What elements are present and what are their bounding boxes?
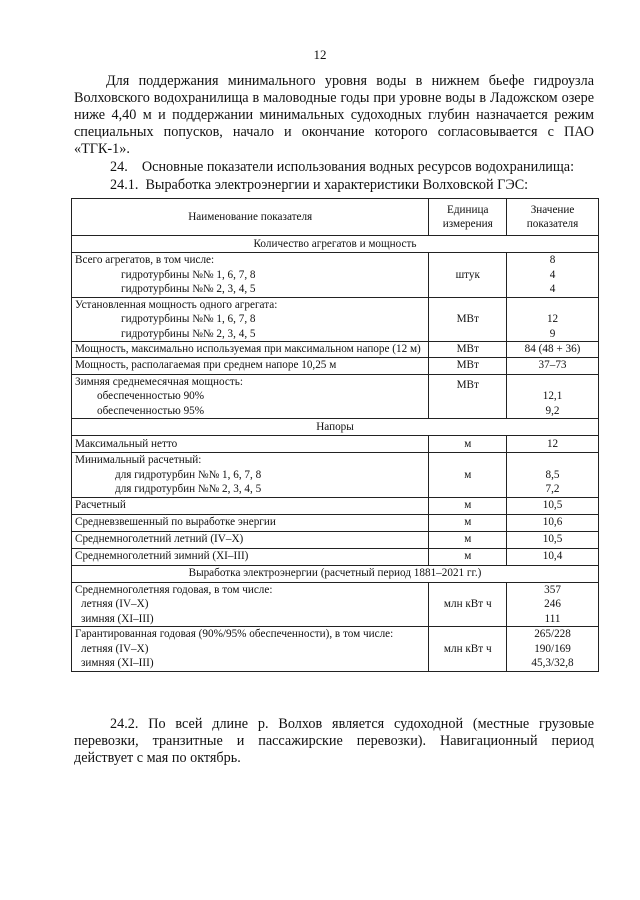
section-24-heading: 24. Основные показатели использования водных ресурсов водохранилища:	[110, 159, 575, 175]
row-unit: МВт	[429, 357, 507, 374]
section-24-1-heading: 24.1. Выработка электроэнергии и характеристики Волховской ГЭС:	[110, 177, 529, 193]
header-indicator-name: Наименование показателя	[72, 199, 429, 236]
header-value: Значение показателя	[507, 199, 599, 236]
row-value: 45,3/32,8	[531, 657, 574, 669]
row-title: Среднемноголетняя годовая, в том числе:	[75, 583, 273, 596]
header-unit: Единица измерения	[429, 199, 507, 236]
hydro-indicators-table	[71, 198, 599, 672]
row-title: Мощность, располагаемая при среднем напоре 10,25 м	[72, 357, 429, 374]
table-row	[72, 627, 599, 672]
row-value: 9,2	[545, 404, 560, 417]
row-sub: летняя (IV–X)	[81, 642, 149, 655]
row-unit: м	[429, 514, 507, 531]
intro-paragraph: Для поддержания минимального уровня воды в нижнем бьефе гидроузла Волховского водохранилища в маловодные годы при уровне воды в Ладожском озере ниже 4,40 м и поддержании минимальных судоходных глубин назначается режим специальных попусков, начало и окончание которого согласовывается с ПАО «ТГК-1».	[74, 73, 594, 157]
row-value: 4	[549, 268, 556, 281]
row-unit: МВт	[429, 374, 507, 419]
row-title: Среднемноголетний летний (IV–X)	[72, 531, 429, 548]
table-row	[72, 374, 599, 419]
row-value: 7,2	[545, 483, 560, 495]
row-value: 357	[544, 583, 561, 596]
row-title: Всего агрегатов, в том числе:	[75, 254, 215, 266]
row-unit: млн кВт ч	[429, 627, 507, 672]
table-row	[72, 436, 599, 453]
table-row	[72, 297, 599, 342]
table-row	[72, 548, 599, 565]
row-value: 10,5	[507, 497, 599, 514]
row-value: 246	[544, 598, 561, 610]
row-value: 190/169	[534, 642, 571, 655]
table-row	[72, 342, 599, 358]
row-sub: зимняя (XI–III)	[81, 612, 154, 625]
row-title: Мощность, максимально используемая при максимальном напоре (12 м)	[72, 342, 429, 358]
row-unit: м	[429, 436, 507, 453]
row-sub: гидротурбины №№ 1, 6, 7, 8	[121, 268, 256, 281]
row-title: Средневзвешенный по выработке энергии	[72, 514, 429, 531]
row-title: Установленная мощность одного агрегата:	[75, 298, 278, 311]
row-unit: м	[429, 453, 507, 498]
section-24-2-paragraph: 24.2. По всей длине р. Волхов является судоходной (местные грузовые перевозки, транзитные и пассажирские перевозки). Навигационный период действует с мая по октябрь.	[74, 716, 594, 766]
row-unit: м	[429, 497, 507, 514]
row-sub: для гидротурбин №№ 1, 6, 7, 8	[115, 468, 262, 481]
row-value: 10,6	[507, 514, 599, 531]
row-value: 265/228	[534, 628, 571, 640]
table-row	[72, 531, 599, 548]
row-value: 12	[546, 313, 559, 325]
table-row	[72, 497, 599, 514]
row-title: Расчетный	[72, 497, 429, 514]
row-value: 8	[549, 254, 556, 266]
row-value: 12	[507, 436, 599, 453]
row-title: Минимальный расчетный:	[75, 454, 202, 466]
row-sub: гидротурбины №№ 1, 6, 7, 8	[121, 313, 256, 325]
section-row: Количество агрегатов и мощность	[72, 236, 599, 253]
row-value: 10,5	[507, 531, 599, 548]
table-row	[72, 582, 599, 627]
row-value: 9	[549, 327, 556, 340]
row-value: 10,4	[507, 548, 599, 565]
row-title: Гарантированная годовая (90%/95% обеспеченности), в том числе:	[75, 628, 394, 640]
row-unit: млн кВт ч	[429, 582, 507, 627]
row-sub: гидротурбины №№ 2, 3, 4, 5	[121, 327, 256, 340]
section-row: Напоры	[72, 419, 599, 436]
row-unit: МВт	[429, 342, 507, 358]
row-unit: м	[429, 531, 507, 548]
row-sub: для гидротурбин №№ 2, 3, 4, 5	[115, 483, 262, 495]
section-row: Выработка электроэнергии (расчетный период 1881–2021 гг.)	[72, 565, 599, 582]
row-value: 84 (48 + 36)	[507, 342, 599, 358]
table-header-row	[72, 199, 599, 236]
row-value: 8,5	[545, 468, 560, 481]
row-value: 111	[544, 612, 561, 625]
row-sub: летняя (IV–X)	[81, 598, 149, 610]
row-sub: гидротурбины №№ 2, 3, 4, 5	[121, 283, 256, 295]
row-sub: зимняя (XI–III)	[81, 657, 154, 669]
table-row	[72, 514, 599, 531]
page-number: 12	[313, 47, 327, 62]
row-unit: м	[429, 548, 507, 565]
row-unit: штук	[429, 253, 507, 298]
row-unit: МВт	[429, 297, 507, 342]
row-title: Среднемноголетний зимний (XI–III)	[72, 548, 429, 565]
row-value: 12,1	[542, 390, 563, 402]
row-sub: обеспеченностью 95%	[97, 404, 205, 417]
row-value: 37–73	[507, 357, 599, 374]
table-row	[72, 453, 599, 498]
row-title: Максимальный нетто	[72, 436, 429, 453]
row-sub: обеспеченностью 90%	[97, 390, 205, 402]
row-title: Зимняя среднемесячная мощность:	[75, 375, 243, 388]
table-row	[72, 357, 599, 374]
table-row	[72, 253, 599, 298]
row-value: 4	[549, 283, 556, 295]
